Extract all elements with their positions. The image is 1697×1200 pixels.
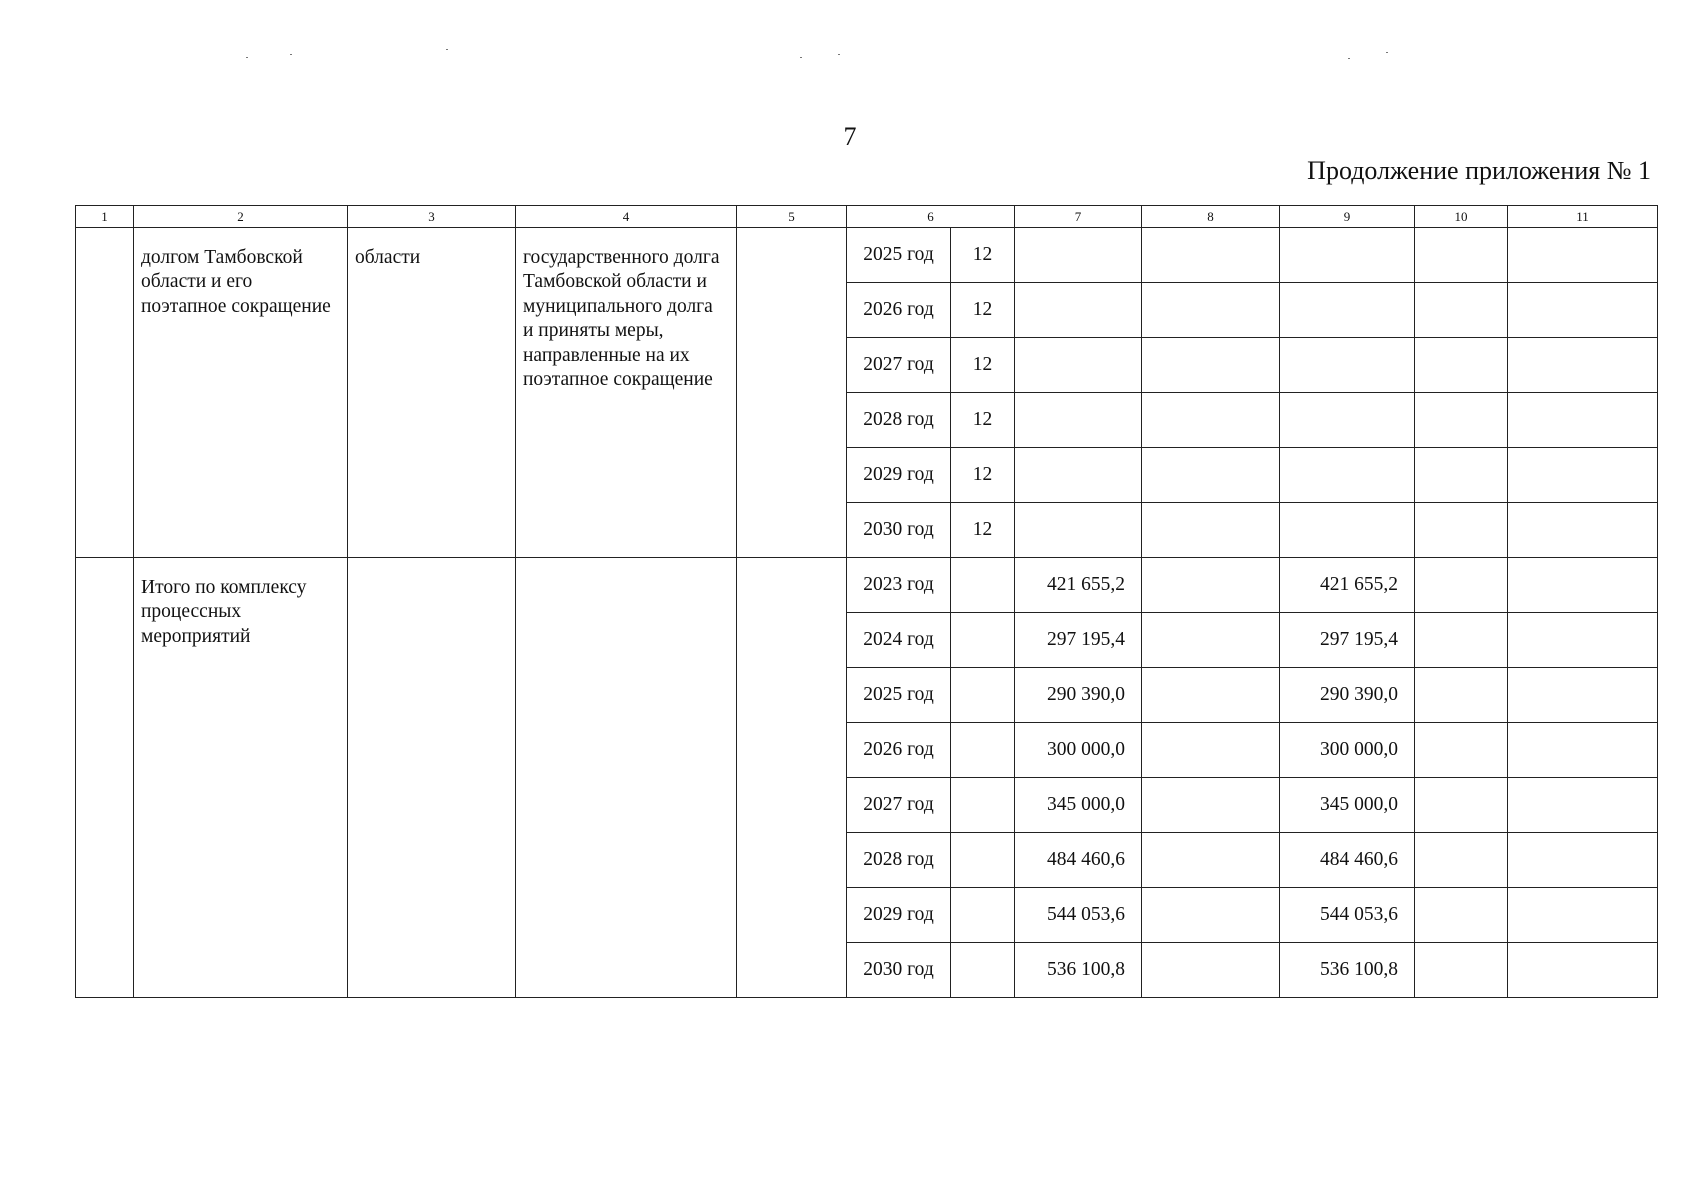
- year-cell: 2029 год: [847, 448, 951, 503]
- empty-cell: [1280, 393, 1415, 448]
- empty-cell: [1280, 338, 1415, 393]
- empty-cell: [1508, 613, 1658, 668]
- empty-cell: [1415, 833, 1508, 888]
- empty-cell: [1508, 943, 1658, 998]
- regional-amount-cell: 290 390,0: [1280, 668, 1415, 723]
- table-row: [76, 228, 1658, 283]
- column-header: 8: [1142, 206, 1280, 228]
- empty-cell: [1508, 283, 1658, 338]
- column-header: 9: [1280, 206, 1415, 228]
- empty-cell: [1415, 228, 1508, 283]
- page-number: 7: [843, 122, 857, 151]
- year-cell: 2029 год: [847, 888, 951, 943]
- column-header: 2: [134, 206, 348, 228]
- table-row: [76, 558, 1658, 613]
- regional-amount-cell: 300 000,0: [1280, 723, 1415, 778]
- total-amount-cell: 345 000,0: [1015, 778, 1142, 833]
- count-cell: [951, 613, 1015, 668]
- empty-cell: [1015, 228, 1142, 283]
- empty-cell: [1415, 283, 1508, 338]
- empty-cell: [1015, 338, 1142, 393]
- column-header: 7: [1015, 206, 1142, 228]
- responsible-cell: [348, 558, 516, 998]
- total-amount-cell: 544 053,6: [1015, 888, 1142, 943]
- empty-cell: [1142, 283, 1280, 338]
- count-cell: 12: [951, 393, 1015, 448]
- empty-cell: [1142, 778, 1280, 833]
- total-amount-cell: 536 100,8: [1015, 943, 1142, 998]
- empty-cell: [1508, 668, 1658, 723]
- empty-cell: [1142, 723, 1280, 778]
- count-cell: [951, 778, 1015, 833]
- total-amount-cell: 297 195,4: [1015, 613, 1142, 668]
- column-5-cell: [737, 228, 847, 558]
- empty-cell: [1415, 558, 1508, 613]
- year-cell: 2028 год: [847, 393, 951, 448]
- empty-cell: [1508, 503, 1658, 558]
- year-cell: 2030 год: [847, 943, 951, 998]
- regional-amount-cell: 536 100,8: [1280, 943, 1415, 998]
- empty-cell: [1508, 723, 1658, 778]
- empty-cell: [1142, 668, 1280, 723]
- year-cell: 2025 год: [847, 668, 951, 723]
- column-header: 4: [516, 206, 737, 228]
- count-cell: 12: [951, 338, 1015, 393]
- empty-cell: [1142, 448, 1280, 503]
- empty-cell: [1280, 283, 1415, 338]
- column-header: 10: [1415, 206, 1508, 228]
- empty-cell: [1415, 723, 1508, 778]
- empty-cell: [1508, 338, 1658, 393]
- year-cell: 2023 год: [847, 558, 951, 613]
- empty-cell: [1015, 503, 1142, 558]
- empty-cell: [1508, 833, 1658, 888]
- regional-amount-cell: 297 195,4: [1280, 613, 1415, 668]
- count-cell: [951, 558, 1015, 613]
- count-cell: 12: [951, 503, 1015, 558]
- count-cell: [951, 888, 1015, 943]
- empty-cell: [1415, 338, 1508, 393]
- empty-cell: [1508, 888, 1658, 943]
- empty-cell: [1415, 613, 1508, 668]
- empty-cell: [1415, 393, 1508, 448]
- column-header: 11: [1508, 206, 1658, 228]
- empty-cell: [1015, 393, 1142, 448]
- empty-cell: [1415, 778, 1508, 833]
- empty-cell: [1142, 228, 1280, 283]
- column-header: 5: [737, 206, 847, 228]
- column-header: 1: [76, 206, 134, 228]
- empty-cell: [1415, 943, 1508, 998]
- regional-amount-cell: 421 655,2: [1280, 558, 1415, 613]
- empty-cell: [1142, 503, 1280, 558]
- empty-cell: [1142, 558, 1280, 613]
- empty-cell: [1415, 503, 1508, 558]
- empty-cell: [1142, 338, 1280, 393]
- count-cell: 12: [951, 228, 1015, 283]
- empty-cell: [1415, 888, 1508, 943]
- column-header: 6: [847, 206, 1015, 228]
- total-label-cell: Итого по комплексу процессных мероприятий: [134, 558, 348, 998]
- total-amount-cell: 484 460,6: [1015, 833, 1142, 888]
- empty-cell: [1015, 283, 1142, 338]
- total-amount-cell: 300 000,0: [1015, 723, 1142, 778]
- year-cell: 2027 год: [847, 338, 951, 393]
- empty-cell: [1415, 448, 1508, 503]
- count-cell: 12: [951, 448, 1015, 503]
- responsible-cell: области: [348, 228, 516, 558]
- empty-cell: [1508, 228, 1658, 283]
- empty-cell: [1508, 448, 1658, 503]
- row-number-cell: [76, 228, 134, 558]
- empty-cell: [1142, 833, 1280, 888]
- year-cell: 2030 год: [847, 503, 951, 558]
- empty-cell: [1280, 228, 1415, 283]
- year-cell: 2024 год: [847, 613, 951, 668]
- year-cell: 2026 год: [847, 283, 951, 338]
- total-amount-cell: 290 390,0: [1015, 668, 1142, 723]
- count-cell: [951, 723, 1015, 778]
- count-cell: [951, 943, 1015, 998]
- total-amount-cell: 421 655,2: [1015, 558, 1142, 613]
- column-header: 3: [348, 206, 516, 228]
- empty-cell: [1015, 448, 1142, 503]
- empty-cell: [1508, 778, 1658, 833]
- regional-amount-cell: 544 053,6: [1280, 888, 1415, 943]
- empty-cell: [1280, 503, 1415, 558]
- task-name-cell: долгом Тамбовской области и его поэтапное сокращение: [134, 228, 348, 558]
- year-cell: 2026 год: [847, 723, 951, 778]
- regional-amount-cell: 345 000,0: [1280, 778, 1415, 833]
- year-cell: 2028 год: [847, 833, 951, 888]
- count-cell: 12: [951, 283, 1015, 338]
- empty-cell: [1142, 393, 1280, 448]
- measures-table: [75, 205, 1658, 998]
- row-number-cell: [76, 558, 134, 998]
- regional-amount-cell: 484 460,6: [1280, 833, 1415, 888]
- empty-cell: [1508, 393, 1658, 448]
- empty-cell: [1415, 668, 1508, 723]
- empty-cell: [1142, 943, 1280, 998]
- count-cell: [951, 833, 1015, 888]
- empty-cell: [1142, 888, 1280, 943]
- appendix-label: Продолжение приложения № 1: [1307, 156, 1651, 185]
- empty-cell: [1508, 558, 1658, 613]
- count-cell: [951, 668, 1015, 723]
- column-number-row: [76, 206, 1658, 228]
- year-cell: 2025 год: [847, 228, 951, 283]
- empty-cell: [1142, 613, 1280, 668]
- column-5-cell: [737, 558, 847, 998]
- result-cell: государственного долга Тамбовской области и муниципального долга и приняты меры, направленные на их поэтапное сокращение: [516, 228, 737, 558]
- year-cell: 2027 год: [847, 778, 951, 833]
- result-cell: [516, 558, 737, 998]
- empty-cell: [1280, 448, 1415, 503]
